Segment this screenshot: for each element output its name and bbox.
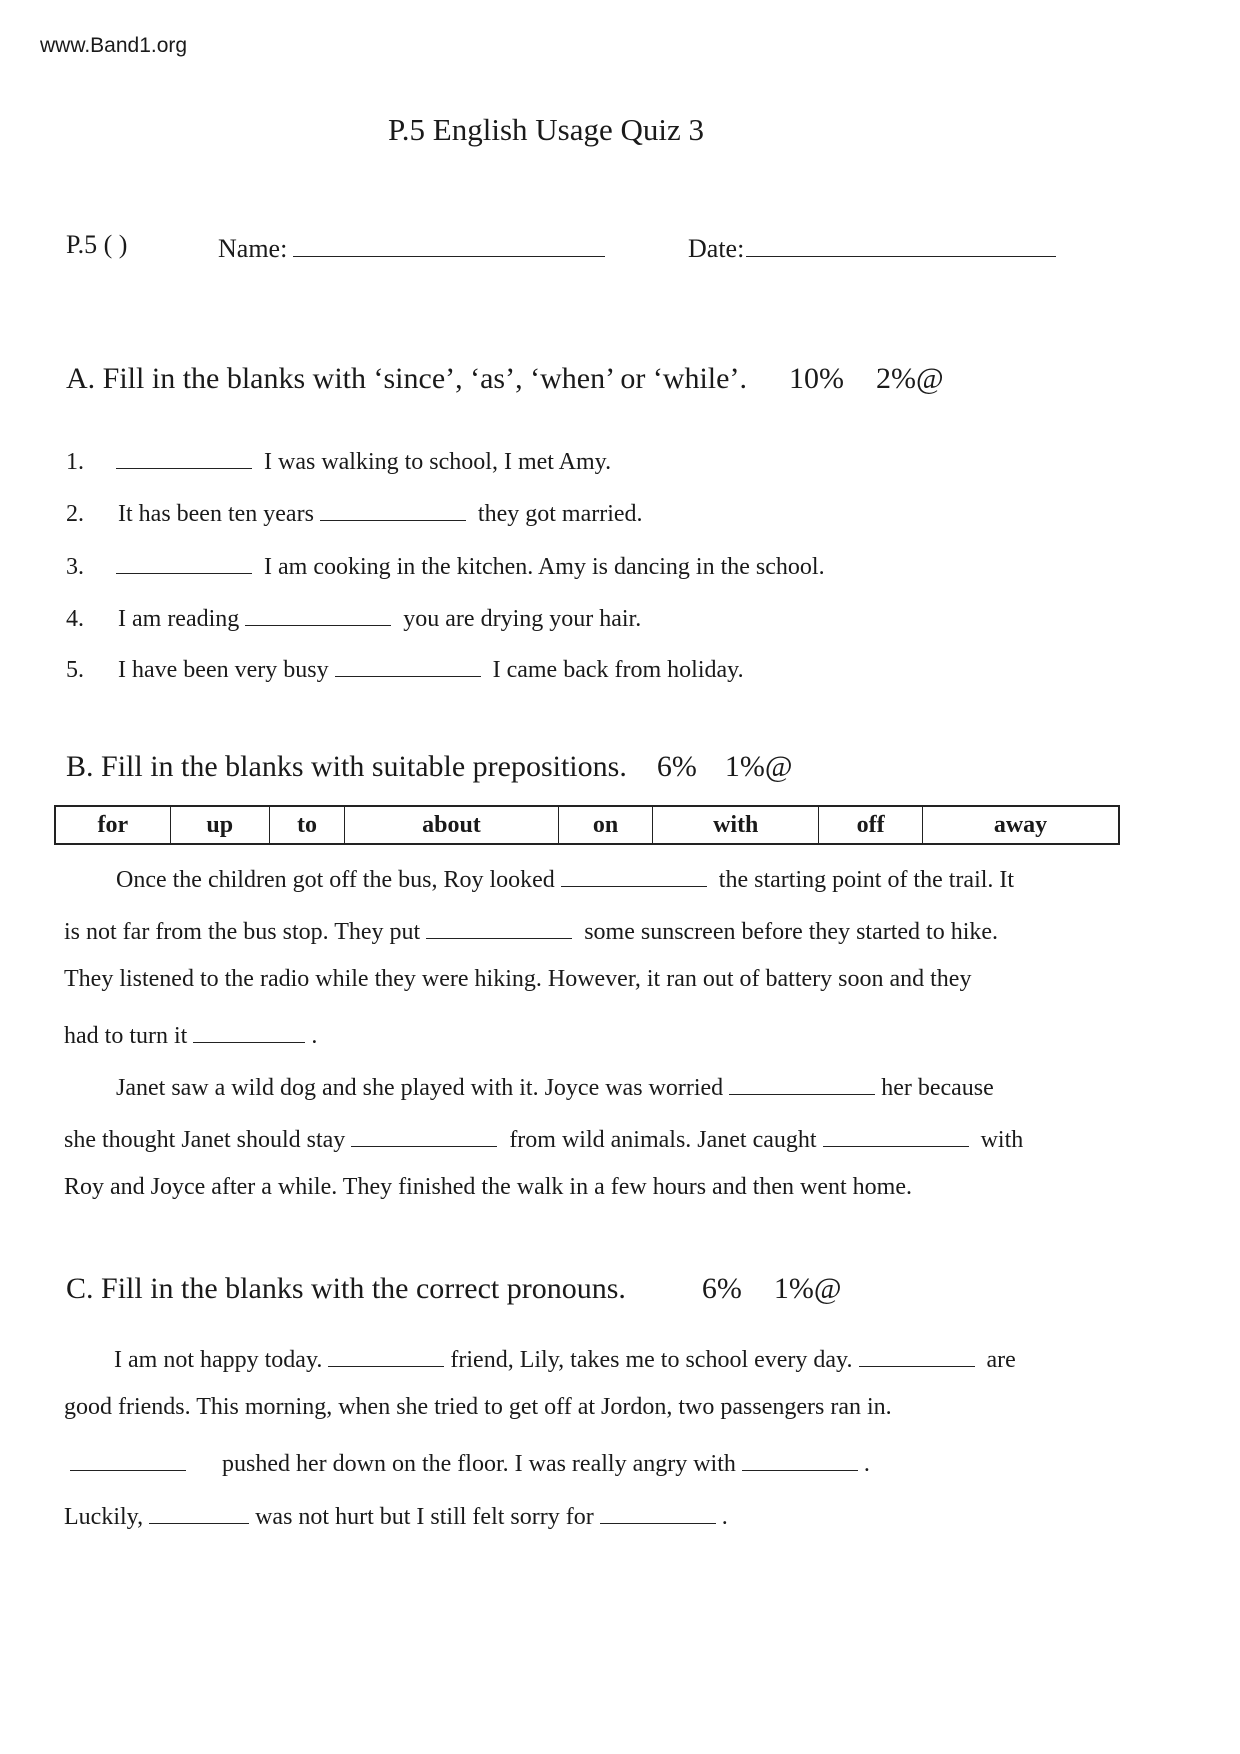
question-a3: 3. I am cooking in the kitchen. Amy is dancing in the school. [66, 549, 825, 581]
passage-b-line: is not far from the bus stop. They put some sunscreen before they started to hike. [64, 914, 1154, 946]
passage-b-line: Janet saw a wild dog and she played with it. Joyce was worried her because [116, 1070, 1206, 1102]
answer-blank[interactable] [149, 1499, 249, 1524]
word-bank-table [54, 805, 1120, 845]
answer-blank[interactable] [320, 496, 466, 521]
answer-blank[interactable] [245, 601, 391, 626]
answer-blank[interactable] [193, 1018, 305, 1043]
word-bank-item: about [345, 806, 559, 844]
word-bank-item: off [819, 806, 923, 844]
date-field[interactable] [688, 230, 1062, 264]
passage-c-line: pushed her down on the floor. I was really angry with . [64, 1446, 1154, 1478]
name-label: Name: [218, 234, 288, 263]
class-label: P.5 ( ) [66, 230, 128, 259]
section-c-heading: C. Fill in the blanks with the correct pronouns. 6% 1%@ [66, 1272, 842, 1305]
question-a2: 2. It has been ten years they got married. [66, 496, 643, 528]
passage-b-line: Roy and Joyce after a while. They finished the walk in a few hours and then went home. [64, 1174, 912, 1200]
section-b-heading: B. Fill in the blanks with suitable prepositions. 6% 1%@ [66, 750, 793, 783]
answer-blank[interactable] [729, 1070, 875, 1095]
word-bank-item: to [269, 806, 344, 844]
passage-c-line: Luckily, was not hurt but I still felt sorry for . [64, 1499, 1154, 1531]
passage-c-line: I am not happy today. friend, Lily, takes me to school every day. are [114, 1342, 1204, 1374]
answer-blank[interactable] [70, 1446, 186, 1471]
passage-b-line: had to turn it . [64, 1018, 1154, 1050]
answer-blank[interactable] [823, 1122, 969, 1147]
passage-b-line: They listened to the radio while they were hiking. However, it ran out of battery soon and they [64, 966, 972, 992]
word-bank-item: away [923, 806, 1119, 844]
question-a4: 4. I am reading you are drying your hair. [66, 601, 641, 633]
word-bank-item: for [55, 806, 170, 844]
page-title: P.5 English Usage Quiz 3 [388, 112, 705, 147]
site-watermark: www.Band1.org [40, 34, 188, 57]
question-a5: 5. I have been very busy I came back from holiday. [66, 652, 744, 684]
answer-blank[interactable] [859, 1342, 975, 1367]
passage-b-line: Once the children got off the bus, Roy looked the starting point of the trail. It [116, 862, 1206, 894]
passage-c-line: good friends. This morning, when she tried to get off at Jordon, two passengers ran in. [64, 1394, 892, 1420]
answer-blank[interactable] [116, 549, 252, 574]
answer-blank[interactable] [335, 652, 481, 677]
answer-blank[interactable] [351, 1122, 497, 1147]
name-field[interactable] [218, 230, 611, 264]
date-label: Date: [688, 234, 745, 263]
answer-blank[interactable] [742, 1446, 858, 1471]
passage-b-line: she thought Janet should stay from wild animals. Janet caught with [64, 1122, 1154, 1154]
question-a1: 1. I was walking to school, I met Amy. [66, 444, 611, 476]
answer-blank[interactable] [116, 444, 252, 469]
answer-blank[interactable] [600, 1499, 716, 1524]
answer-blank[interactable] [561, 862, 707, 887]
answer-blank[interactable] [426, 914, 572, 939]
word-bank-item: on [558, 806, 652, 844]
word-bank-item: with [653, 806, 819, 844]
word-bank-item: up [170, 806, 269, 844]
answer-blank[interactable] [328, 1342, 444, 1367]
section-a-heading: A. Fill in the blanks with ‘since’, ‘as’, ‘when’ or ‘while’. 10% 2%@ [66, 362, 944, 395]
